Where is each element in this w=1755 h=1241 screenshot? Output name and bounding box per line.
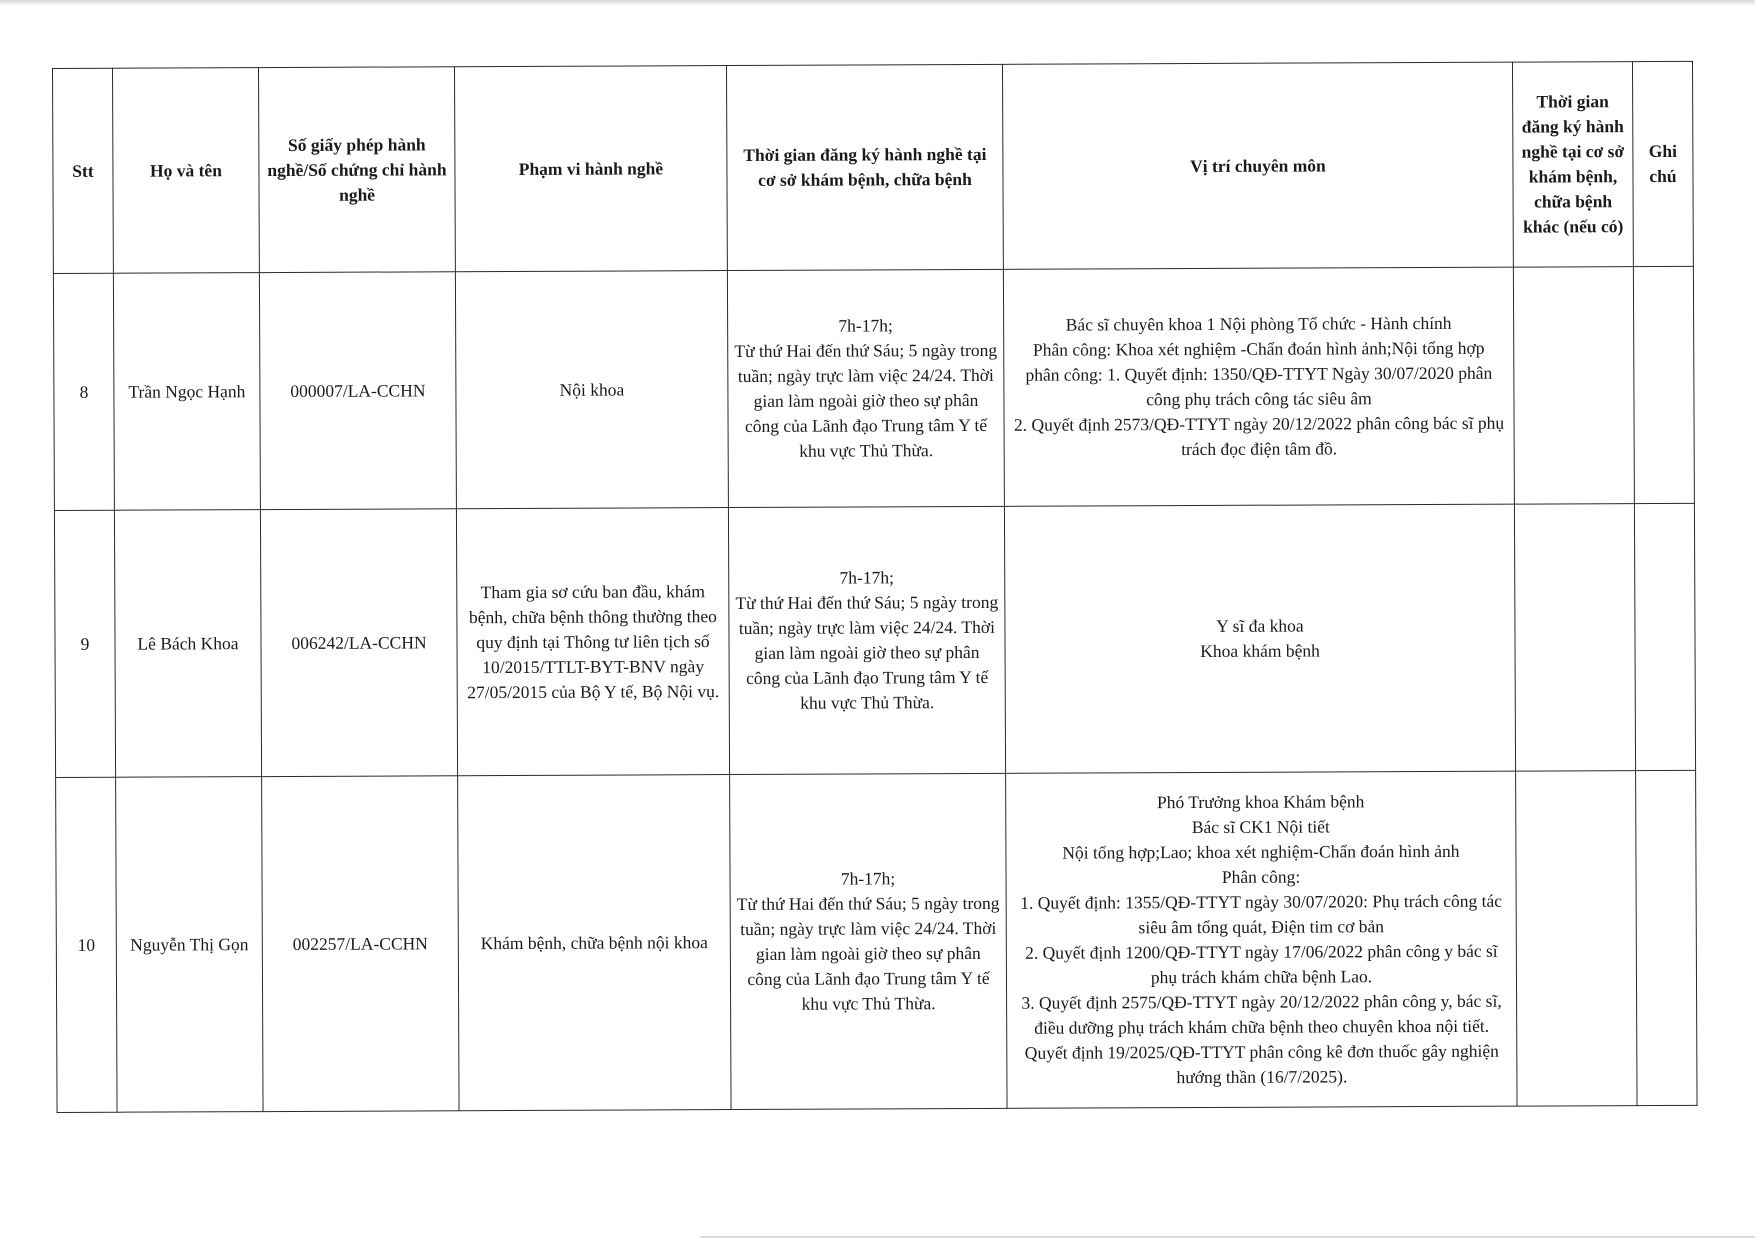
practitioner-table [52,61,1698,1113]
note-cell [1636,770,1697,1105]
position-line: Khoa khám bệnh [1200,640,1320,661]
table-row [53,266,1694,510]
header-time: Thời gian đăng ký hành nghề tại cơ sở khám bệnh, chữa bệnh [726,64,1003,270]
table-row [56,770,1697,1112]
position-cell [1006,771,1517,1108]
header-license: Số giấy phép hành nghề/Số chứng chỉ hành nghề [259,67,456,273]
license-cell: 002257/LA-CCHN [262,776,459,1112]
time-cell [727,269,1004,507]
scope-cell: Khám bệnh, chữa bệnh nội khoa [458,775,731,1111]
other-time-cell [1514,504,1635,772]
license-cell: 006242/LA-CCHN [260,509,457,777]
name-cell: Trần Ngọc Hạnh [113,273,260,511]
position-line: phân công: 1. Quyết định: 1350/QĐ-TTYT Ngày 30/07/2020 phân công phụ trách công tác siêu âm [1025,362,1493,410]
position-line: 3. Quyết định 2575/QĐ-TTYT ngày 20/12/2022 phân công y, bác sĩ, điều dưỡng phụ trách khám chữa bệnh theo chuyên khoa nội tiết. [1021,990,1502,1038]
scope-cell: Nội khoa [455,271,728,509]
header-name: Họ và tên [113,68,260,274]
time-hours: 7h-17h; [838,315,893,336]
note-cell [1633,266,1694,503]
header-scope: Phạm vi hành nghề [454,66,727,272]
other-time-cell [1516,771,1637,1107]
position-line: Phân công: Khoa xét nghiệm -Chẩn đoán hình ảnh;Nội tổng hợp [1032,337,1485,360]
position-line: Phó Trưởng khoa Khám bệnh [1156,791,1365,813]
name-cell: Nguyễn Thị Gọn [116,777,263,1113]
position-line: 1. Quyết định: 1355/QĐ-TTYT ngày 30/07/2020: Phụ trách công tác siêu âm tổng quát, Điện tim cơ bản [1020,890,1503,938]
header-other-time: Thời gian đăng ký hành nghề tại cơ sở khám bệnh, chữa bệnh khác (nếu có) [1512,62,1633,268]
position-line: Nội tổng hợp;Lao; khoa xét nghiệm-Chẩn đoán hình ảnh [1062,840,1460,863]
position-line: Phân công: [1221,866,1301,887]
scan-edge-top [0,0,1755,6]
header-row [53,61,1694,273]
stt-cell: 8 [53,273,114,510]
scope-cell: Tham gia sơ cứu ban đầu, khám bệnh, chữa bệnh thông thường theo quy định tại Thông tư liên tịch số 10/2015/TTLT-BYT-BNV ngày 27/05/2015 của Bộ Y tế, Bộ Nội vụ. [456,508,729,776]
position-line: Bác sĩ CK1 Nội tiết [1191,816,1330,838]
scan-edge-bottom [700,1236,1755,1238]
position-line: 2. Quyết định 1200/QĐ-TTYT ngày 17/06/2022 phân công y bác sĩ phụ trách khám chữa bệnh Lao. [1025,940,1498,988]
license-cell: 000007/LA-CCHN [259,272,456,510]
stt-cell: 9 [54,510,115,777]
time-hours: 7h-17h; [839,567,894,588]
position-cell [1004,504,1515,773]
other-time-cell [1513,267,1634,505]
name-cell: Lê Bách Khoa [114,510,261,778]
stt-cell: 10 [56,777,117,1112]
note-cell [1634,503,1695,770]
header-stt: Stt [53,68,114,273]
position-line: Y sĩ đa khoa [1216,615,1304,636]
position-line: 2. Quyết định 2573/QĐ-TTYT ngày 20/12/2022 phân công bác sĩ phụ trách đọc điện tâm đồ. [1013,412,1505,460]
position-line: Quyết định 19/2025/QĐ-TTYT phân công kê đơn thuốc gây nghiện hướng thần (16/7/2025). [1024,1040,1499,1088]
time-detail: Từ thứ Hai đến thứ Sáu; 5 ngày trong tuần; ngày trực làm việc 24/24. Thời gian làm ngoài giờ theo sự phân công của Lãnh đạo Trung tâm Y tế khu vực Thủ Thừa. [734,339,998,461]
position-line: Bác sĩ chuyên khoa 1 Nội phòng Tổ chức - Hành chính [1065,312,1452,335]
table-row [54,503,1695,777]
time-cell [728,506,1005,774]
time-cell [730,773,1007,1109]
time-detail: Từ thứ Hai đến thứ Sáu; 5 ngày trong tuần; ngày trực làm việc 24/24. Thời gian làm ngoài giờ theo sự phân công của Lãnh đạo Trung tâm Y tế khu vực Thủ Thừa. [735,591,999,713]
position-cell [1003,267,1514,506]
time-detail: Từ thứ Hai đến thứ Sáu; 5 ngày trong tuần; ngày trực làm việc 24/24. Thời gian làm ngoài giờ theo sự phân công của Lãnh đạo Trung tâm Y tế khu vực Thủ Thừa. [736,892,1000,1014]
header-position: Vị trí chuyên môn [1002,62,1513,269]
time-hours: 7h-17h; [840,868,896,889]
header-note: Ghi chú [1632,61,1693,266]
